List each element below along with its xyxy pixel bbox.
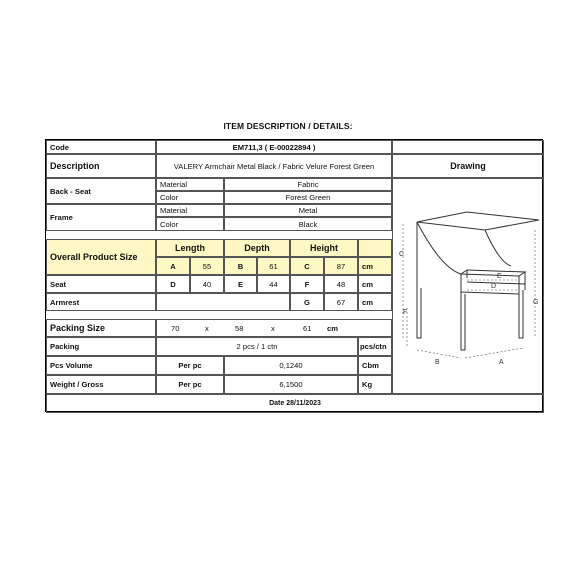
dim-c-value: 87 [324,257,358,275]
dim-e-value: 44 [257,275,290,293]
dim-f-label: F [290,275,324,293]
dim-a-value: 55 [190,257,224,275]
back-seat-label: Back - Seat [46,178,156,204]
code-blank-cell [392,140,544,154]
dim-b-label: B [224,257,257,275]
armchair-dimension-drawing [395,208,545,376]
back-seat-color-label: Color [156,191,224,204]
packing-size-unit: cm [327,323,338,333]
packing-length: 70 [171,323,180,333]
dim-b-marker: B [435,359,440,366]
dim-g-value: 67 [324,293,358,311]
volume-value: 0,1240 [224,356,358,375]
frame-material: Metal [224,204,392,217]
weight-unit: Kg [358,375,392,394]
overall-unit-header-blank [358,239,392,257]
packing-height: 61 [303,323,312,333]
description-value: VALERY Armchair Metal Black / Fabric Velure Forest Green [156,154,392,178]
frame-color-label: Color [156,217,224,231]
packing-x-1: x [205,323,209,333]
frame-color: Black [224,217,392,231]
dim-e-marker: E [497,273,502,280]
code-label: Code [46,140,156,154]
armrest-unit: cm [358,293,392,311]
dim-c-label: C [290,257,324,275]
dim-e-label: E [224,275,257,293]
back-seat-material-label: Material [156,178,224,191]
depth-header: Depth [224,239,290,257]
weight-per: Per pc [156,375,224,394]
frame-material-label: Material [156,204,224,217]
dim-f-value: 48 [324,275,358,293]
back-seat-color: Forest Green [224,191,392,204]
packing-x-2: x [271,323,275,333]
overall-unit: cm [358,257,392,275]
seat-unit: cm [358,275,392,293]
packing-size-cell [156,319,392,337]
volume-unit: Cbm [358,356,392,375]
packing-label: Packing [46,337,156,356]
overall-size-label: Overall Product Size [46,239,156,275]
length-header: Length [156,239,224,257]
armrest-label: Armrest [46,293,156,311]
packing-size-label: Packing Size [46,319,156,337]
packing-unit: pcs/ctn [358,337,392,356]
date-footer: Date 28/11/2023 [46,394,544,413]
volume-label: Pcs Volume [46,356,156,375]
dim-a-label: A [156,257,190,275]
dim-g-marker: G [533,299,539,306]
armrest-blank-cell [156,293,290,311]
dim-f-marker: F [403,309,408,316]
dim-d-label: D [156,275,190,293]
dim-d-marker: D [491,283,497,290]
dim-b-value: 61 [257,257,290,275]
frame-label: Frame [46,204,156,231]
weight-label: Weight / Gross [46,375,156,394]
dim-d-value: 40 [190,275,224,293]
seat-label: Seat [46,275,156,293]
page-heading: ITEM DESCRIPTION / DETAILS: [223,121,353,131]
drawing-label: Drawing [392,154,544,178]
dim-a-marker: A [499,359,504,366]
height-header: Height [290,239,358,257]
dim-c-marker: C [399,251,405,258]
weight-value: 6,1500 [224,375,358,394]
packing-width: 58 [235,323,244,333]
description-label: Description [46,154,156,178]
code-value: EM711,3 ( E-00022894 ) [156,140,392,154]
dim-g-label: G [290,293,324,311]
volume-per: Per pc [156,356,224,375]
packing-value: 2 pcs / 1 ctn [156,337,358,356]
back-seat-material: Fabric [224,178,392,191]
